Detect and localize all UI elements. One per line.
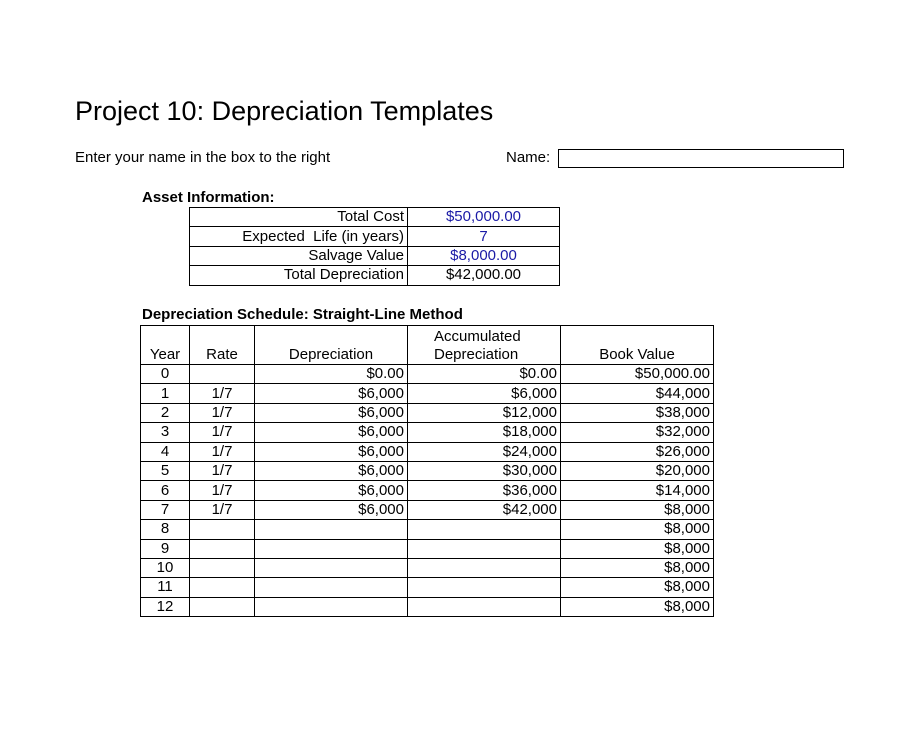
depreciation-cell[interactable] bbox=[255, 539, 408, 558]
rate-cell[interactable]: 1/7 bbox=[190, 442, 255, 461]
schedule-row bbox=[141, 520, 714, 539]
header-depreciation: Depreciation bbox=[255, 326, 408, 365]
accumulated-depreciation-cell[interactable] bbox=[408, 578, 561, 597]
salvage-value-cell[interactable]: $8,000.00 bbox=[408, 246, 560, 265]
accumulated-depreciation-cell[interactable] bbox=[408, 597, 561, 616]
header-accumulated-line1: Accumulated bbox=[434, 328, 521, 345]
rate-cell[interactable] bbox=[190, 539, 255, 558]
book-value-cell[interactable]: $8,000 bbox=[561, 539, 714, 558]
asset-row-total-cost bbox=[190, 208, 560, 227]
accumulated-depreciation-cell[interactable]: $42,000 bbox=[408, 500, 561, 519]
rate-cell[interactable] bbox=[190, 578, 255, 597]
asset-information-table bbox=[189, 207, 560, 286]
depreciation-cell[interactable]: $6,000 bbox=[255, 423, 408, 442]
depreciation-cell[interactable] bbox=[255, 578, 408, 597]
accumulated-depreciation-cell[interactable] bbox=[408, 539, 561, 558]
year-cell[interactable]: 2 bbox=[141, 403, 190, 422]
depreciation-cell[interactable] bbox=[255, 558, 408, 577]
asset-row-total-depreciation bbox=[190, 266, 560, 285]
accumulated-depreciation-cell[interactable]: $36,000 bbox=[408, 481, 561, 500]
book-value-cell[interactable]: $8,000 bbox=[561, 558, 714, 577]
total-cost-cell[interactable]: $50,000.00 bbox=[408, 208, 560, 227]
book-value-cell[interactable]: $26,000 bbox=[561, 442, 714, 461]
name-instruction: Enter your name in the box to the right bbox=[75, 149, 331, 166]
depreciation-cell[interactable] bbox=[255, 597, 408, 616]
expected-life-label: Expected Life (in years) bbox=[190, 227, 408, 246]
depreciation-cell[interactable]: $6,000 bbox=[255, 403, 408, 422]
rate-cell[interactable]: 1/7 bbox=[190, 481, 255, 500]
header-rate: Rate bbox=[190, 326, 255, 365]
total-depreciation-cell: $42,000.00 bbox=[408, 266, 560, 285]
schedule-row bbox=[141, 461, 714, 480]
schedule-row bbox=[141, 442, 714, 461]
header-year: Year bbox=[141, 326, 190, 365]
depreciation-cell[interactable]: $0.00 bbox=[255, 365, 408, 384]
book-value-cell[interactable]: $14,000 bbox=[561, 481, 714, 500]
accumulated-depreciation-cell[interactable] bbox=[408, 520, 561, 539]
schedule-row bbox=[141, 403, 714, 422]
rate-cell[interactable] bbox=[190, 365, 255, 384]
schedule-row bbox=[141, 481, 714, 500]
depreciation-cell[interactable]: $6,000 bbox=[255, 461, 408, 480]
header-accumulated-line2: Depreciation bbox=[434, 346, 519, 363]
accumulated-depreciation-cell[interactable] bbox=[408, 558, 561, 577]
name-label: Name: bbox=[506, 149, 551, 166]
schedule-row bbox=[141, 578, 714, 597]
year-cell[interactable]: 8 bbox=[141, 520, 190, 539]
year-cell[interactable]: 1 bbox=[141, 384, 190, 403]
book-value-cell[interactable]: $8,000 bbox=[561, 520, 714, 539]
expected-life-cell[interactable]: 7 bbox=[408, 227, 560, 246]
year-cell[interactable]: 6 bbox=[141, 481, 190, 500]
rate-cell[interactable] bbox=[190, 558, 255, 577]
year-cell[interactable]: 3 bbox=[141, 423, 190, 442]
rate-cell[interactable]: 1/7 bbox=[190, 423, 255, 442]
accumulated-depreciation-cell[interactable]: $24,000 bbox=[408, 442, 561, 461]
rate-cell[interactable]: 1/7 bbox=[190, 403, 255, 422]
schedule-row bbox=[141, 558, 714, 577]
year-cell[interactable]: 5 bbox=[141, 461, 190, 480]
schedule-row bbox=[141, 423, 714, 442]
schedule-row bbox=[141, 539, 714, 558]
rate-cell[interactable] bbox=[190, 597, 255, 616]
book-value-cell[interactable]: $38,000 bbox=[561, 403, 714, 422]
schedule-row bbox=[141, 384, 714, 403]
year-cell[interactable]: 9 bbox=[141, 539, 190, 558]
accumulated-depreciation-cell[interactable]: $12,000 bbox=[408, 403, 561, 422]
rate-cell[interactable]: 1/7 bbox=[190, 461, 255, 480]
book-value-cell[interactable]: $8,000 bbox=[561, 578, 714, 597]
header-accumulated-depreciation bbox=[408, 326, 561, 365]
depreciation-cell[interactable]: $6,000 bbox=[255, 500, 408, 519]
year-cell[interactable]: 0 bbox=[141, 365, 190, 384]
asset-row-salvage-value bbox=[190, 246, 560, 265]
depreciation-cell[interactable]: $6,000 bbox=[255, 442, 408, 461]
year-cell[interactable]: 10 bbox=[141, 558, 190, 577]
accumulated-depreciation-cell[interactable]: $18,000 bbox=[408, 423, 561, 442]
accumulated-depreciation-cell[interactable]: $30,000 bbox=[408, 461, 561, 480]
depreciation-cell[interactable] bbox=[255, 520, 408, 539]
schedule-header-row bbox=[141, 326, 714, 365]
total-depreciation-label: Total Depreciation bbox=[190, 266, 408, 285]
book-value-cell[interactable]: $44,000 bbox=[561, 384, 714, 403]
rate-cell[interactable]: 1/7 bbox=[190, 384, 255, 403]
schedule-row bbox=[141, 365, 714, 384]
rate-cell[interactable] bbox=[190, 520, 255, 539]
depreciation-cell[interactable]: $6,000 bbox=[255, 481, 408, 500]
schedule-heading: Depreciation Schedule: Straight-Line Method bbox=[142, 306, 463, 323]
header-book-value: Book Value bbox=[561, 326, 714, 365]
rate-cell[interactable]: 1/7 bbox=[190, 500, 255, 519]
book-value-cell[interactable]: $32,000 bbox=[561, 423, 714, 442]
total-cost-label: Total Cost bbox=[190, 208, 408, 227]
year-cell[interactable]: 4 bbox=[141, 442, 190, 461]
year-cell[interactable]: 12 bbox=[141, 597, 190, 616]
asset-row-expected-life bbox=[190, 227, 560, 246]
book-value-cell[interactable]: $8,000 bbox=[561, 500, 714, 519]
salvage-value-label: Salvage Value bbox=[190, 246, 408, 265]
accumulated-depreciation-cell[interactable]: $0.00 bbox=[408, 365, 561, 384]
schedule-row bbox=[141, 597, 714, 616]
book-value-cell[interactable]: $8,000 bbox=[561, 597, 714, 616]
page-title: Project 10: Depreciation Templates bbox=[75, 96, 494, 126]
asset-information-heading: Asset Information: bbox=[142, 189, 275, 206]
year-cell[interactable]: 7 bbox=[141, 500, 190, 519]
accumulated-depreciation-cell[interactable]: $6,000 bbox=[408, 384, 561, 403]
book-value-cell[interactable]: $50,000.00 bbox=[561, 365, 714, 384]
name-input[interactable] bbox=[558, 149, 844, 168]
year-cell[interactable]: 11 bbox=[141, 578, 190, 597]
depreciation-cell[interactable]: $6,000 bbox=[255, 384, 408, 403]
book-value-cell[interactable]: $20,000 bbox=[561, 461, 714, 480]
schedule-row bbox=[141, 500, 714, 519]
depreciation-schedule-table bbox=[140, 325, 714, 617]
